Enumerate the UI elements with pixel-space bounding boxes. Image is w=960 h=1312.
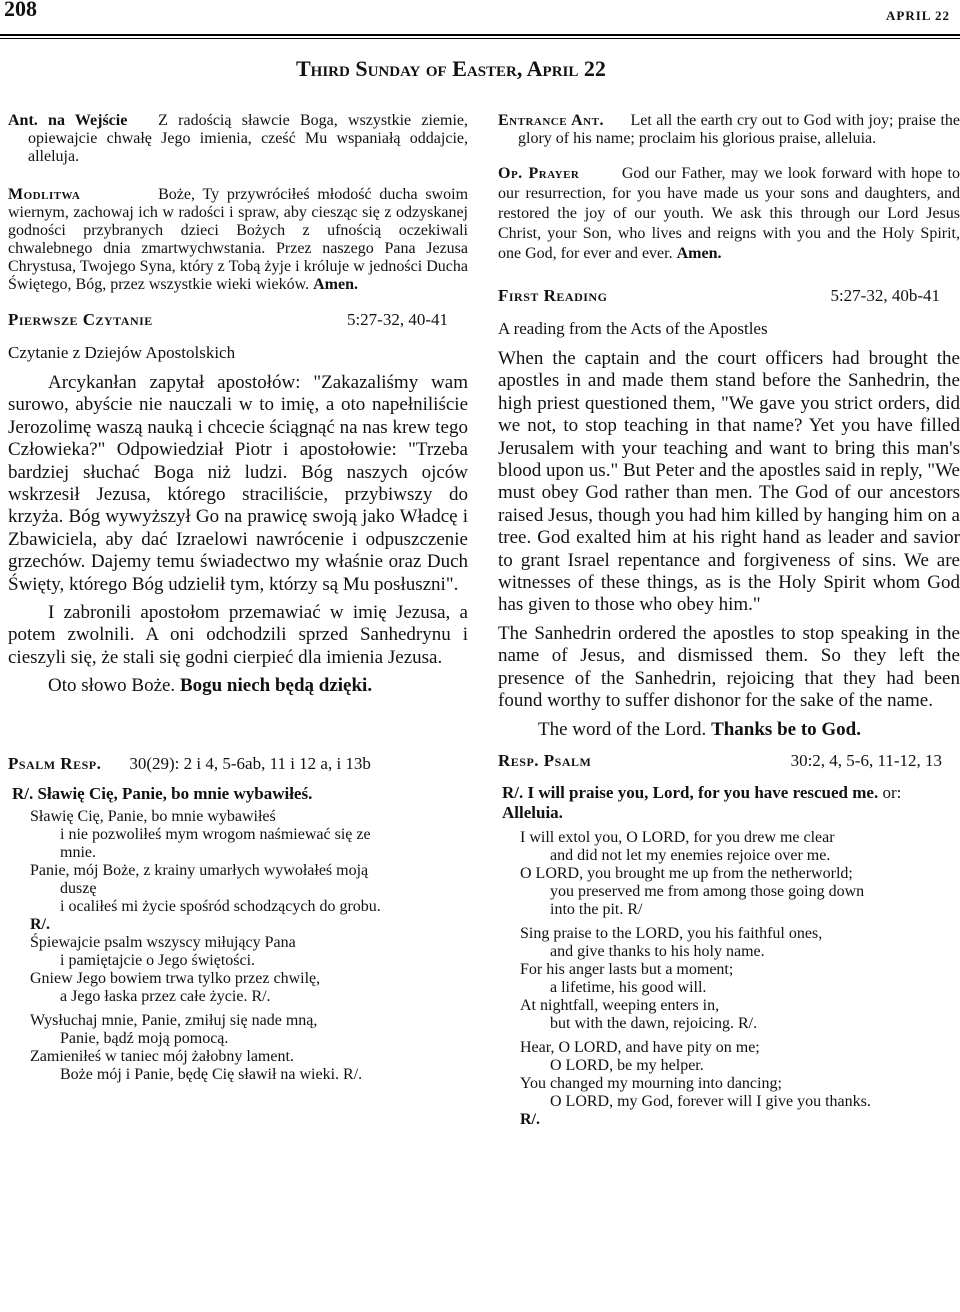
reading-closing-en	[498, 719, 960, 741]
collect-text-pl: Boże, Ty przywróciłeś młodość ducha swoim wiernym, zachowaj ich w radości i spraw, aby ciesząc się z odzyskanej godności przybranych dzieci Bożych z ufnością oczekiwali chwalebnego dnia zmartwychwstania. Przez naszego Pana Jezusa Chrystusa, Twojego Syna, który z Tobą żyje i króluje w jedności Ducha Świętego, Bóg, przez wszystkie wieki wieków.	[8, 186, 469, 293]
reading-response-en: Thanks be to God.	[711, 718, 862, 740]
reading-para2-en: The Sanhedrin ordered the apostles to stop speaking in the name of Jesus, and dismissed them. So they left the presence of the Sanhedrin, rejoicing that they had been found worthy to suffer dishonor for the sake of the name.	[498, 622, 960, 712]
psalm-pl-verse-line: a Jego łaska przez całe życie. R/.	[60, 987, 271, 1005]
reading-para1-pl: Arcykanłan zapytał apostołów: "Zakazaliśmy wam surowo, abyście nie nauczali w to imię, a oto napełniliście Jerozolimę waszą nauką i chcecie ściągnąć na nas krew tego Człowieka?" Odpowiedział Piotr i apostołowie: "Trzeba bardziej słuchać Boga niż ludzi. Bóg naszych ojców wskrzesił Jezusa, którego straciliście, przybiwszy do krzyża. Bóg wywyższył Go na prawicę swoją jako Władcę i Zbawiciela, aby dać Izraelowi nawrócenie i odpuszczenie grzechów. Dajemy temu świadectwo my właśnie oraz Duch Święty, którego Bóg udzielił tym, którzy są Mu posłuszni".	[8, 372, 468, 595]
psalm-verses-pl	[8, 808, 468, 1084]
psalm-en-verse-line: but with the dawn, rejoicing. R/.	[550, 1014, 758, 1032]
psalm-en-verse-line: For his anger lasts but a moment;	[520, 960, 734, 978]
header-rule-thin	[0, 38, 960, 39]
psalm-pl-verse-line: Panie, mój Boże, z krainy umarłych wywołałeś moją	[30, 861, 369, 879]
reading-para1-en: When the captain and the court officers had brought the apostles in and made them stand before the Sanhedrin, the high priest questioned them, "We gave you strict orders, did we not, to stop teaching in that name? Yet you have filled Jerusalem with your teaching and want to bring this man's blood upon us." But Peter and the apostles said in reply, "We must obey God rather than men. The God of our ancestors raised Jesus, though you had him killed by hanging him on a tree. God exalted him at his right hand as leader and savior to grant Israel repentance and forgiveness of sins. We are witnesses of these things, as is the Holy Spirit whom God has given to those who obey him."	[498, 348, 960, 616]
psalm-pl-verse-line: Wysłuchaj mnie, Panie, zmiłuj się nade mną,	[30, 1011, 318, 1029]
psalm-en-verse-line: I will extol you, O LORD, for you drew me clear	[520, 828, 835, 846]
psalm-en-verse-line: into the pit. R/	[550, 900, 643, 918]
english-column	[498, 112, 960, 1129]
page-title: Third Sunday of Easter, April 22	[296, 56, 606, 81]
psalm-refrain-en	[498, 783, 960, 823]
entrance-label-en: Entrance Ant.	[498, 112, 604, 129]
reading-citation-en: 5:27-32, 40b-41	[830, 286, 940, 305]
reading-closing-text-pl: Oto słowo Boże.	[48, 675, 176, 697]
reading-response-pl: Bogu niech będą dzięki.	[179, 675, 373, 697]
psalm-en-verse-line: and did not let my enemies rejoice over me.	[550, 846, 831, 864]
psalm-citation-pl: 30(29): 2 i 4, 5-6ab, 11 i 12 a, i 13b	[129, 753, 371, 773]
psalm-pl-verse-line: i ocaliłeś mi życie spośród schodzących do grobu.	[60, 897, 381, 915]
psalm-pl-verse-line: Śpiewajcie psalm wszyscy miłujący Pana	[30, 933, 296, 951]
psalm-pl-verse-line: Boże mój i Panie, będę Cię sławił na wieki. R/.	[60, 1065, 363, 1083]
reading-closing-text-en: The word of the Lord.	[538, 718, 707, 740]
reading-heading-en	[498, 286, 940, 306]
psalm-verses-en	[498, 829, 960, 1129]
reading-label-en: First Reading	[498, 286, 608, 305]
entrance-text-en: Let all the earth cry out to God with joy; praise the glory of his name; proclaim his glorious praise, alleluia.	[518, 112, 960, 147]
psalm-citation-en: 30:2, 4, 5-6, 11-12, 13	[790, 750, 942, 770]
reading-source-en: A reading from the Acts of the Apostles	[498, 319, 768, 338]
collect-amen-pl: Amen.	[313, 276, 359, 293]
collect-label-en: Op. Prayer	[498, 165, 580, 182]
psalm-label-pl: Psalm Resp.	[8, 753, 102, 773]
collect-en	[498, 164, 960, 264]
reading-citation-pl: 5:27-32, 40-41	[346, 310, 448, 329]
psalm-en-verse-line: O LORD, my God, forever will I give you thanks.	[550, 1092, 871, 1110]
psalm-en-verse-line: a lifetime, his good will.	[550, 978, 707, 996]
psalm-pl-verse-line: i pamiętajcie o Jego świętości.	[60, 951, 256, 969]
psalm-label-en: Resp. Psalm	[498, 750, 592, 770]
psalm-heading-pl	[8, 754, 468, 774]
collect-text-en: God our Father, may we look forward with hope to our resurrection, for you have made us your sons and daughters, and restored the joy of our youth. We ask this through our Lord Jesus Christ, your Son, who lives and reigns with you and the Holy Spirit, one God, for ever and ever.	[498, 165, 960, 262]
psalm-pl-verse-line: Gniew Jego bowiem trwa tylko przez chwilę,	[30, 969, 321, 987]
header-rule	[0, 34, 960, 36]
psalm-en-verse-line: R/.	[520, 1110, 540, 1128]
collect-pl	[8, 186, 468, 294]
collect-amen-en: Amen.	[676, 245, 722, 262]
psalm-pl-verse-line: R/.	[30, 915, 50, 933]
polish-column	[8, 112, 468, 1084]
psalm-pl-verse-line: Zamieniłeś w taniec mój żałobny lament.	[30, 1047, 294, 1065]
psalm-en-verse-line: O LORD, be my helper.	[550, 1056, 704, 1074]
psalm-heading-en	[498, 751, 942, 771]
page-number: 208	[4, 0, 37, 21]
psalm-refrain-text-en: R/. I will praise you, Lord, for you have rescued me.	[502, 782, 879, 802]
reading-heading-pl	[8, 310, 448, 330]
psalm-pl-verse-line: Panie, bądź moją pomocą.	[60, 1029, 229, 1047]
entrance-text-pl: Z radością sławcie Boga, wszystkie ziemie, opiewajcie chwałę Jego imienia, cześć Mu wspaniałą oddajcie, alleluja.	[28, 112, 469, 165]
psalm-refrain-alt-en: Alleluia.	[502, 802, 563, 822]
running-head: APRIL 22	[886, 8, 950, 23]
collect-label-pl: Modlitwa	[8, 186, 81, 203]
entrance-antiphon-pl	[8, 112, 468, 166]
psalm-pl-verse-line: Sławię Cię, Panie, bo mnie wybawiłeś	[30, 807, 276, 825]
psalm-pl-verse-line: mnie.	[60, 843, 96, 861]
psalm-refrain-or-en: or:	[882, 782, 902, 802]
psalm-en-verse-line: you preserved me from among those going down	[550, 882, 865, 900]
psalm-pl-verse-line: i nie pozwoliłeś mym wrogom naśmiewać się ze	[60, 825, 371, 843]
reading-closing-pl	[8, 675, 468, 697]
psalm-en-verse-line: Hear, O LORD, and have pity on me;	[520, 1038, 760, 1056]
psalm-pl-verse-line: duszę	[60, 879, 97, 897]
psalm-refrain-pl: R/. Sławię Cię, Panie, bo mnie wybawiłeś.	[12, 783, 313, 803]
entrance-antiphon-en	[498, 112, 960, 148]
psalm-en-verse-line: You changed my mourning into dancing;	[520, 1074, 782, 1092]
reading-source-pl: Czytanie z Dziejów Apostolskich	[8, 343, 236, 362]
psalm-en-verse-line: Sing praise to the LORD, you his faithful ones,	[520, 924, 823, 942]
psalm-en-verse-line: O LORD, you brought me up from the netherworld;	[520, 864, 853, 882]
entrance-label-pl: Ant. na Wejście	[8, 112, 128, 129]
psalm-en-verse-line: At nightfall, weeping enters in,	[520, 996, 720, 1014]
psalm-en-verse-line: and give thanks to his holy name.	[550, 942, 765, 960]
reading-para2-pl: I zabronili apostołom przemawiać w imię Jezusa, a potem zwolnili. A oni odchodzili sprzed Sanhedrynu i cieszyli się, że stali się godni cierpieć dla imienia Jezusa.	[8, 602, 468, 668]
reading-label-pl: Pierwsze Czytanie	[8, 310, 153, 329]
